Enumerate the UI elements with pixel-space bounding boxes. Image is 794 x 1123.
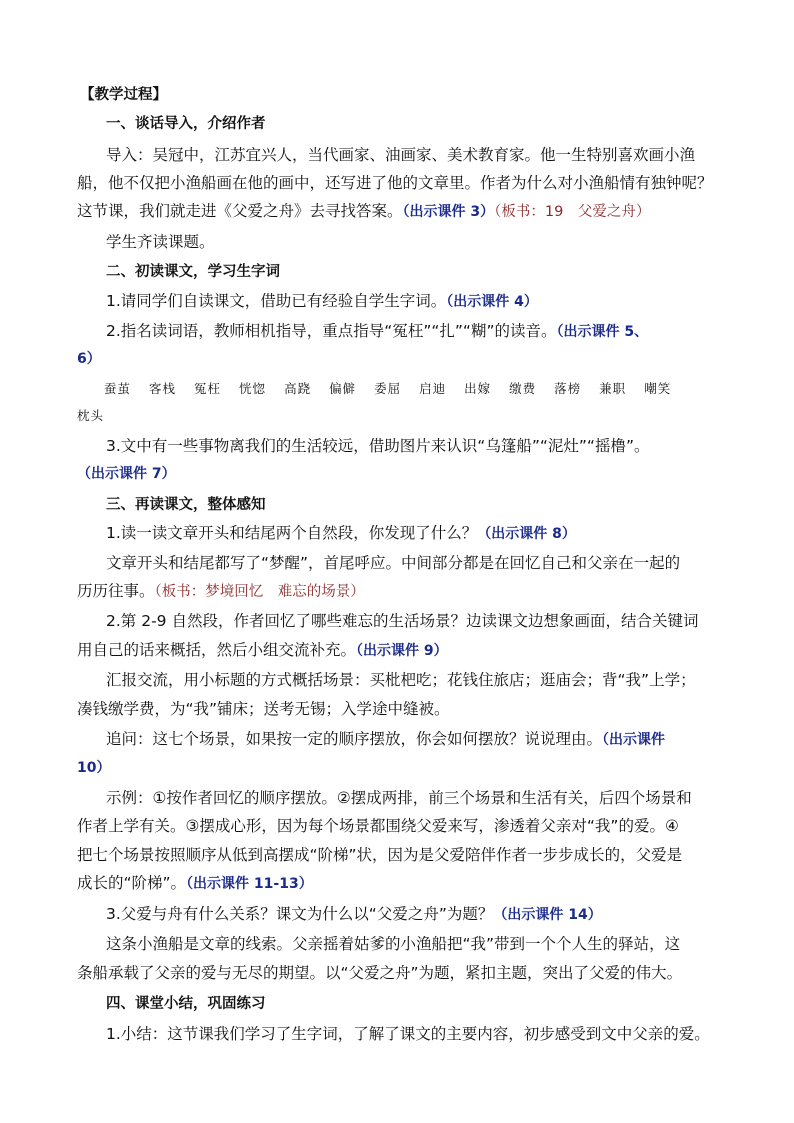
vocab-word: 客栈	[149, 381, 177, 396]
vocab-list	[104, 378, 671, 400]
step-3-1	[106, 522, 576, 545]
courseware-ref-cont: 10）	[77, 760, 111, 776]
para-intro-line-1: 导入：吴冠中，江苏宜兴人，当代画家、油画家、美术教育家。他一生特别喜欢画小渔	[106, 146, 696, 164]
courseware-ref: （出示课件 3）	[402, 204, 495, 220]
step-2-3: 3.文中有一些事物离我们的生活较远，借助图片来认识“乌篷船”“泥灶”“摇橹”。	[106, 437, 650, 455]
blackboard-note: （板书：19 父爱之舟）	[494, 204, 651, 220]
courseware-ref: （出示课件 8）	[477, 526, 576, 542]
step-3-1-text: 1.读一读文章开头和结尾两个自然段，你发现了什么？	[106, 524, 478, 542]
example-line-2: 作者上学有关。③摆成心形，因为每个场景都围绕父爱来写，渗透着父亲对“我”的爱。④	[77, 817, 679, 835]
courseware-ref: （出示课件 11-13）	[186, 876, 313, 892]
blackboard-note: （板书：梦境回忆 难忘的场景）	[154, 584, 365, 600]
vocab-word: 启迪	[419, 381, 447, 396]
vocab-word: 委屈	[374, 381, 402, 396]
step-2-1	[106, 290, 538, 313]
example-line-1: 示例：①按作者回忆的顺序摆放。②摆成两排，前三个场景和生活有关，后四个场景和	[106, 789, 692, 807]
boat-clue-line-2: 条船承载了父亲的爱与无尽的期望。以“父爱之舟”为题，紧扣主题，突出了父爱的伟大。	[77, 964, 683, 982]
step-3-2-text: 用自己的话来概括，然后小组交流补充。	[77, 641, 357, 659]
vocab-word: 兼职	[599, 381, 627, 396]
courseware-ref: （出示课件 9）	[356, 643, 448, 659]
vocab-word: 冤枉	[194, 381, 222, 396]
summary-line: 1.小结：这节课我们学习了生字词，了解了课文的主要内容，初步感受到文中父亲的爱。	[106, 1025, 710, 1043]
courseware-ref: （出示课件 14）	[493, 907, 602, 923]
vocab-word: 蚕茧	[104, 381, 132, 396]
vocab-word: 偏僻	[329, 381, 357, 396]
vocab-word: 恍惚	[239, 381, 267, 396]
para-read-title: 学生齐读课题。	[106, 233, 215, 251]
step-3-3-text: 3.父爱与舟有什么关系？课文为什么以“父爱之舟”为题？	[106, 905, 494, 923]
followup-question	[106, 728, 665, 751]
courseware-ref: （出示课件 4）	[446, 294, 538, 310]
vocab-word: 出嫁	[464, 381, 492, 396]
vocab-word: 缴费	[509, 381, 537, 396]
step-3-2-line-1: 2.第 2-9 自然段，作者回忆了哪些难忘的生活场景？边读课文边想象画面，结合关键词	[106, 612, 699, 630]
step-2-2	[106, 320, 648, 343]
step-2-1-text: 1.请同学们自读课文，借助已有经验自学生字词。	[106, 292, 447, 310]
vocab-word: 嘲笑	[644, 381, 672, 396]
heading-1: 一、谈话导入，介绍作者	[106, 116, 266, 132]
courseware-ref: （出示课件	[602, 732, 666, 748]
courseware-ref: （出示课件 7）	[77, 466, 176, 482]
vocab-word: 高跷	[284, 381, 312, 396]
step-3-3	[106, 903, 602, 926]
heading-3: 三、再读课文，整体感知	[106, 497, 266, 513]
courseware-ref-cont: 6）	[77, 351, 101, 367]
example-line-3: 把七个场景按照顺序从低到高摆成“阶梯”状，因为是父爱陪伴作者一步步成长的，父爱是	[77, 846, 683, 864]
report-line-2: 凑钱缴学费，为“我”铺床；送考无锡；入学途中缝被。	[77, 700, 450, 718]
step-3-1-answer-line-2	[77, 580, 365, 603]
boat-clue-line-1: 这条小渔船是文章的线索。父亲摇着姑爹的小渔船把“我”带到一个个人生的驿站，这	[106, 935, 681, 953]
example-text: 成长的“阶梯”。	[77, 874, 187, 892]
para-intro-text: 这节课，我们就走进《父爱之舟》去寻找答案。	[77, 202, 403, 220]
example-line-4	[77, 872, 313, 895]
report-line-1: 汇报交流，用小标题的方式概括场景：买枇杷吃；花钱住旅店；逛庙会；背“我”上学；	[106, 671, 696, 689]
vocab-word-last: 枕头	[77, 408, 105, 423]
section-title: 【教学过程】	[80, 87, 167, 103]
para-intro-line-2: 船，他不仅把小渔船画在他的画中，还写进了他的文章里。作者为什么对小渔船情有独钟呢？	[77, 174, 713, 192]
step-3-2-line-2	[77, 639, 448, 662]
courseware-ref: （出示课件 5、	[556, 324, 649, 340]
step-2-2-text: 2.指名读词语，教师相机指导，重点指导“冤枉”“扎”“糊”的读音。	[106, 322, 557, 340]
heading-2: 二、初读课文，学习生字词	[106, 264, 280, 280]
vocab-word: 落榜	[554, 381, 582, 396]
para-intro-line-3	[77, 200, 650, 223]
followup-text: 追问：这七个场景，如果按一定的顺序摆放，你会如何摆放？说说理由。	[106, 730, 603, 748]
heading-4: 四、课堂小结，巩固练习	[106, 996, 266, 1012]
step-3-1-answer-text: 历历往事。	[77, 582, 155, 600]
step-3-1-answer-line-1: 文章开头和结尾都写了“梦醒”，首尾呼应。中间部分都是在回忆自己和父亲在一起的	[106, 554, 681, 572]
